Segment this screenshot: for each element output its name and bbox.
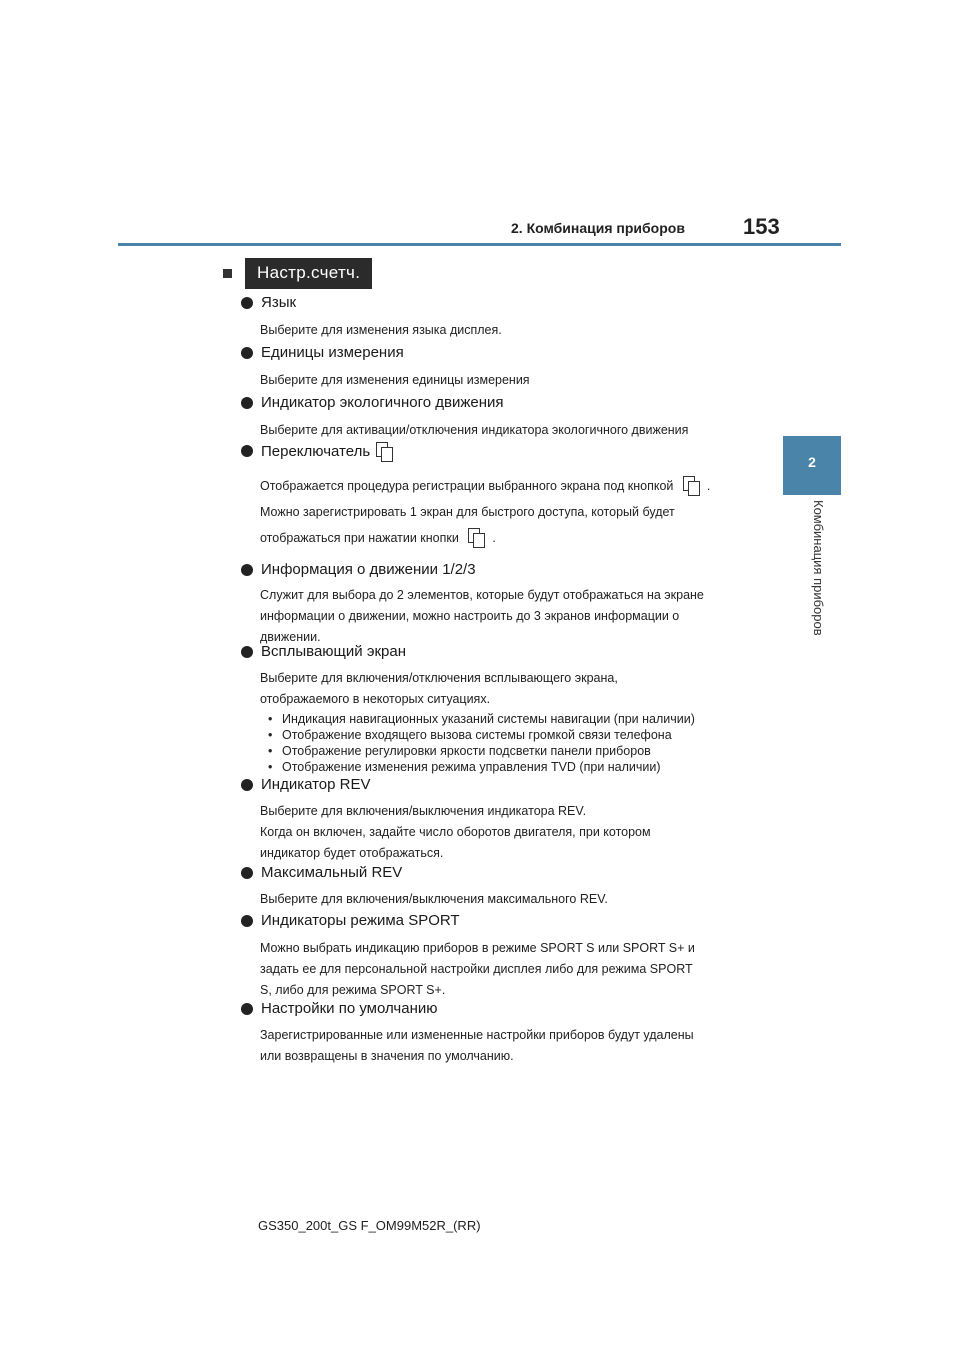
chapter-tab: 2 (783, 436, 841, 495)
item-heading (241, 442, 400, 460)
bullet-list (268, 711, 695, 775)
square-bullet-icon (223, 269, 232, 278)
circle-bullet-icon (241, 347, 253, 359)
item-title: Всплывающий экран (261, 643, 407, 660)
item-description (260, 801, 744, 864)
list-item: • Отображение входящего вызова системы громкой связи телефона (268, 728, 672, 742)
item-heading (241, 864, 402, 881)
item-heading (241, 294, 296, 311)
item-description (260, 476, 744, 549)
description-line: движении. (260, 630, 321, 644)
description-line: индикатор будет отображаться. (260, 846, 444, 860)
description-line (260, 528, 744, 549)
item-title: Переключатель (261, 442, 371, 460)
item-description (260, 889, 744, 910)
description-text: . (706, 479, 711, 493)
description-line: информации о движении, можно настроить до 3 экранов информации о (260, 609, 680, 623)
description-line: Можно зарегистрировать 1 экран для быстрого доступа, который будет (260, 505, 675, 519)
list-item: • Отображение регулировки яркости подсветки панели приборов (268, 744, 651, 758)
item-description (260, 420, 744, 441)
description-line: Когда он включен, задайте число оборотов двигателя, при котором (260, 825, 651, 839)
description-line: S, либо для режима SPORT S+. (260, 983, 446, 997)
document-code: GS350_200t_GS F_OM99M52R_(RR) (258, 1218, 481, 1233)
header-rule (118, 243, 841, 246)
circle-bullet-icon (241, 1003, 253, 1015)
copy-screen-icon (376, 442, 394, 460)
description-line: Выберите для включения/отключения всплывающего экрана, (260, 671, 618, 685)
description-line: Можно выбрать индикацию приборов в режиме SPORT S или SPORT S+ и (260, 941, 695, 955)
description-line: Выберите для включения/выключения индикатора REV. (260, 804, 587, 818)
item-description (260, 1025, 744, 1067)
item-title: Настройки по умолчанию (261, 1000, 438, 1017)
page-number: 153 (743, 214, 780, 239)
description-line: Служит для выбора до 2 элементов, которые будут отображаться на экране (260, 588, 704, 602)
circle-bullet-icon (241, 445, 253, 457)
item-description (260, 668, 744, 710)
description-line: задать ее для персональной настройки дисплея либо для режима SPORT (260, 962, 693, 976)
copy-screen-icon (468, 528, 486, 546)
list-item: • Отображение изменения режима управления TVD (при наличии) (268, 760, 661, 774)
section-heading-label: Настр.счетч. (245, 258, 372, 289)
item-title: Язык (261, 294, 297, 311)
item-description (260, 585, 744, 648)
circle-bullet-icon (241, 779, 253, 791)
item-title: Индикатор REV (261, 776, 371, 793)
item-heading (241, 1000, 438, 1017)
description-line: отображаемого в некоторых ситуациях. (260, 692, 491, 706)
description-text: отображаться при нажатии кнопки (260, 531, 459, 545)
item-description (260, 938, 744, 1001)
item-title: Единицы измерения (261, 344, 404, 361)
description-line: Зарегистрированные или измененные настройки приборов будут удалены (260, 1028, 694, 1042)
item-heading (241, 776, 371, 793)
item-title: Индикатор экологичного движения (261, 394, 504, 411)
item-heading (241, 643, 406, 660)
list-item: • Индикация навигационных указаний системы навигации (при наличии) (268, 712, 695, 726)
item-title: Информация о движении 1/2/3 (261, 561, 476, 578)
circle-bullet-icon (241, 397, 253, 409)
description-line (260, 476, 744, 497)
item-heading (241, 344, 404, 361)
description-line: Выберите для активации/отключения индикатора экологичного движения (260, 423, 689, 437)
description-line: Выберите для изменения единицы измерения (260, 373, 530, 387)
item-title: Максимальный REV (261, 864, 403, 881)
circle-bullet-icon (241, 297, 253, 309)
section-heading (223, 258, 372, 289)
item-title: Индикаторы режима SPORT (261, 912, 460, 929)
item-heading (241, 561, 476, 578)
item-description (260, 370, 744, 391)
circle-bullet-icon (241, 646, 253, 658)
item-heading (241, 912, 460, 929)
side-tab-spacer (783, 247, 841, 436)
item-description (260, 320, 744, 341)
description-line: Выберите для включения/выключения максимального REV. (260, 892, 608, 906)
circle-bullet-icon (241, 564, 253, 576)
running-header-title: 2. Комбинация приборов (511, 220, 685, 236)
chapter-tab-label: Комбинация приборов (811, 500, 826, 636)
circle-bullet-icon (241, 867, 253, 879)
description-text: . (492, 531, 496, 545)
copy-screen-icon (683, 476, 701, 494)
description-line: Выберите для изменения языка дисплея. (260, 323, 502, 337)
description-text: Отображается процедура регистрации выбранного экрана под кнопкой (260, 479, 674, 493)
circle-bullet-icon (241, 915, 253, 927)
description-line: или возвращены в значения по умолчанию. (260, 1049, 514, 1063)
item-heading (241, 394, 504, 411)
